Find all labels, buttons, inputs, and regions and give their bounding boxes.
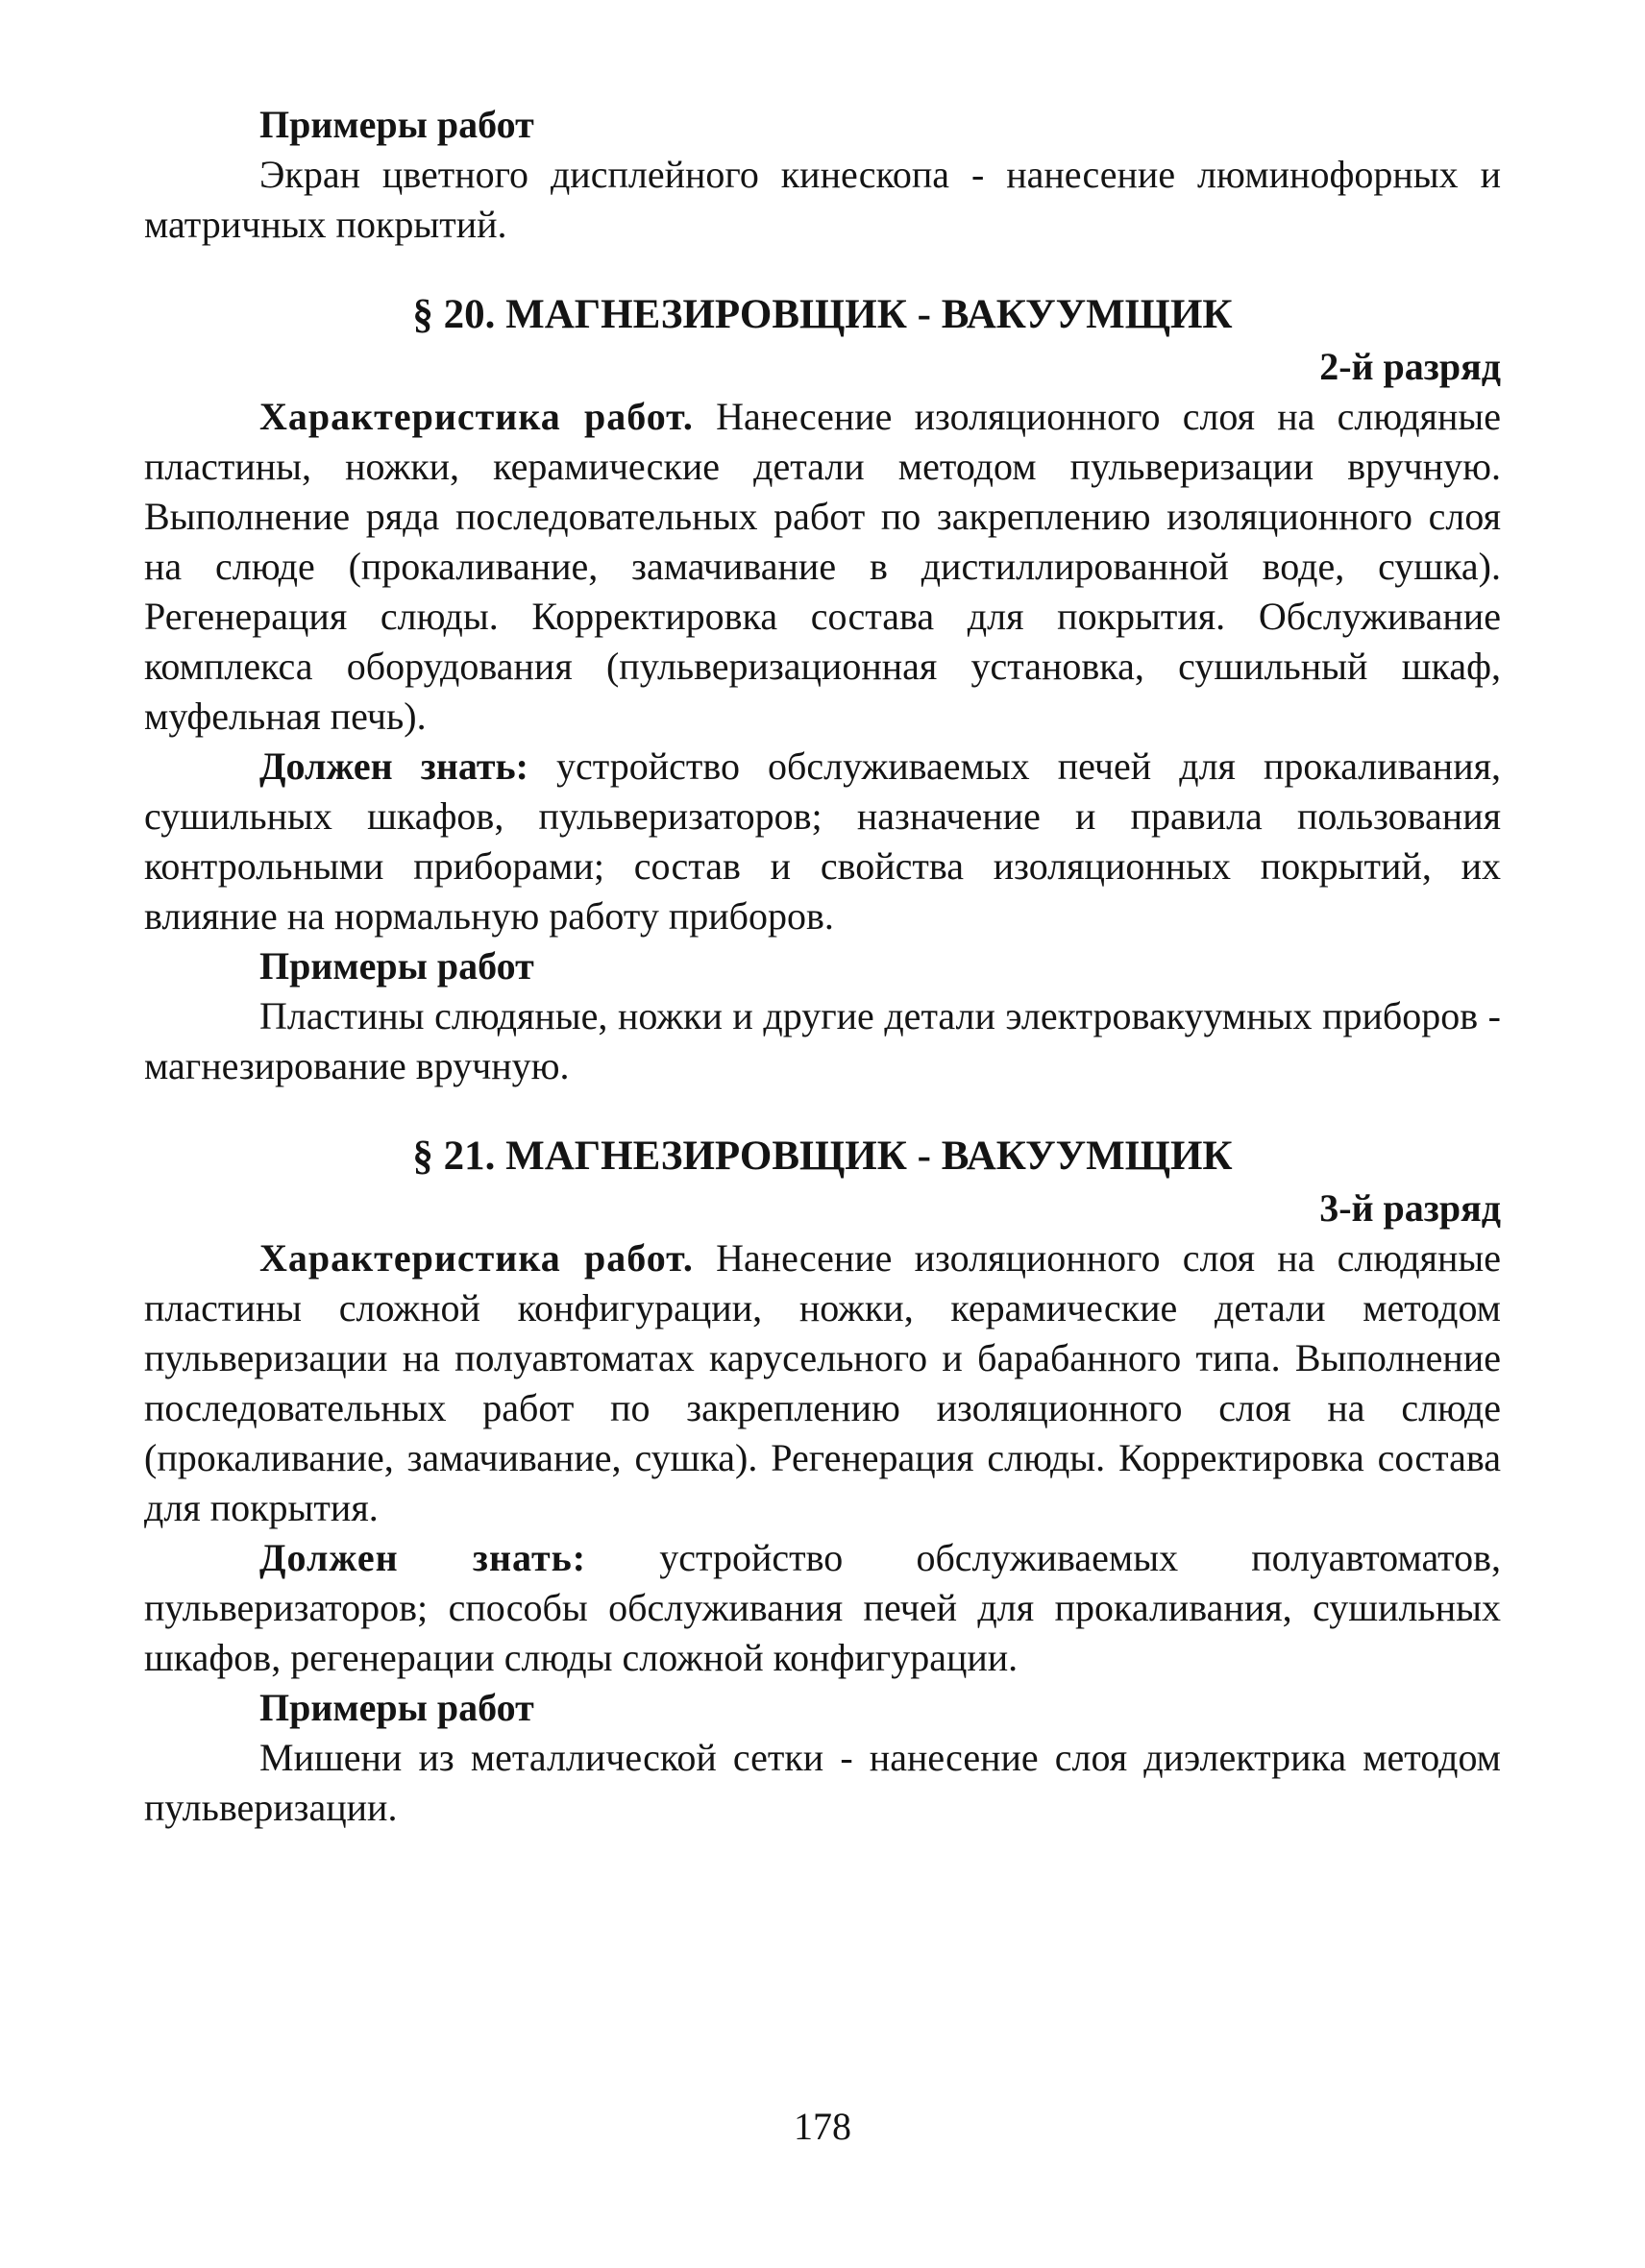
characteristic-text: Нанесение изоляционного слоя на слюдяные пластины, ножки, керамические детали методом пульверизации вручную. Выполнение ряда последовательных работ по закреплению изоляционного слоя на слюде (прокаливание, замачивание в дистиллированной воде, сушка). Регенерация слюды. Корректировка состава для покрытия. Обслуживание комплекса оборудования (пульверизационная установка, сушильный шкаф, муфельная печь).	[144, 395, 1502, 738]
examples-heading: Примеры работ	[259, 1686, 534, 1729]
examples-text: Пластины слюдяные, ножки и другие детали электровакуумных приборов - магнезирование вручную.	[144, 994, 1501, 1087]
section-20	[144, 288, 1501, 1091]
characteristic-label: Характеристика работ.	[259, 395, 694, 438]
knowledge-text: устройство обслуживаемых полуавтоматов, пульверизаторов; способы обслуживания печей для прокаливания, сушильных шкафов, регенерации слюды сложной конфигурации.	[144, 1536, 1502, 1679]
characteristic-paragraph	[144, 392, 1501, 742]
section-grade: 3-й разряд	[1319, 1186, 1501, 1230]
knowledge-paragraph	[144, 742, 1501, 941]
section-title: § 21. МАГНЕЗИРОВЩИК - ВАКУУМЩИК	[412, 1134, 1233, 1179]
intro-block	[144, 100, 1501, 250]
characteristic-label: Характеристика работ.	[259, 1236, 694, 1280]
examples-text: Мишени из металлической сетки - нанесение слоя диэлектрика методом пульверизации.	[144, 1736, 1501, 1829]
knowledge-text: устройство обслуживаемых печей для прокаливания, сушильных шкафов, пульверизаторов; назначение и правила пользования контрольными приборами; состав и свойства изоляционных покрытий, их влияние на нормальную работу приборов.	[144, 744, 1501, 938]
section-grade: 2-й разряд	[1319, 345, 1501, 388]
examples-heading: Примеры работ	[259, 103, 534, 146]
knowledge-label: Должен знать:	[259, 1536, 587, 1579]
page-number: 178	[794, 2105, 851, 2148]
examples-heading: Примеры работ	[259, 944, 534, 988]
section-21	[144, 1130, 1501, 1833]
knowledge-paragraph	[144, 1533, 1501, 1683]
characteristic-paragraph	[144, 1233, 1501, 1533]
knowledge-label: Должен знать:	[259, 744, 528, 788]
characteristic-text: Нанесение изоляционного слоя на слюдяные пластины сложной конфигурации, ножки, керамические детали методом пульверизации на полуавтоматах карусельного и барабанного типа. Выполнение последовательных работ по закреплению изоляционного слоя на слюде (прокаливание, замачивание, сушка). Регенерация слюды. Корректировка состава для покрытия.	[144, 1236, 1502, 1529]
section-title: § 20. МАГНЕЗИРОВЩИК - ВАКУУМЩИК	[412, 292, 1233, 337]
examples-text: Экран цветного дисплейного кинескопа - нанесение люминофорных и матричных покрытий.	[144, 153, 1501, 246]
